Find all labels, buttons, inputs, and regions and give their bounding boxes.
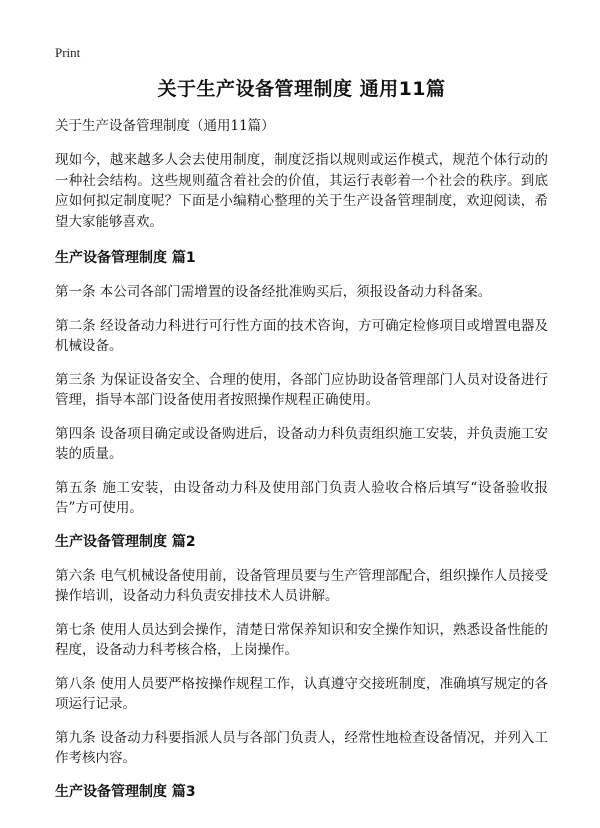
section-1 bbox=[55, 248, 548, 519]
article-paragraph: 第七条 使用人员达到会操作，清楚日常保养知识和安全操作知识，熟悉设备性能的程度，设备动力科考核合格，上岗操作。 bbox=[55, 621, 548, 658]
article-paragraph: 第九条 设备动力科要指派人员与各部门负责人，经常性地检查设备情况，并列入工作考核内容。 bbox=[55, 729, 548, 766]
intro-paragraph: 现如今，越来越多人会去使用制度，制度泛指以规则或运作模式，规范个体行动的一种社会结构。这些规则蕴含着社会的价值，其运行表彰着一个社会的秩序。到底应如何拟定制度呢？下面是小编精心整理的关于生产设备管理制度，欢迎阅读，希望大家能够喜欢。 bbox=[55, 152, 548, 230]
section-heading: 生产设备管理制度 篇1 bbox=[55, 250, 196, 266]
article-paragraph: 第三条 为保证设备安全、合理的使用，各部门应协助设备管理部门人员对设备进行管理，指导本部门设备使用者按照操作规程正确使用。 bbox=[55, 371, 548, 408]
section-3 bbox=[55, 782, 548, 802]
document-title: 关于生产设备管理制度 通用11篇 bbox=[157, 78, 446, 100]
article-paragraph: 第八条 使用人员要严格按操作规程工作，认真遵守交接班制度，准确填写规定的各项运行记录。 bbox=[55, 675, 548, 712]
document-subtitle: 关于生产设备管理制度（通用11篇） bbox=[55, 118, 275, 134]
print-label: Print bbox=[55, 45, 81, 60]
article-paragraph: 第四条 设备项目确定或设备购进后，设备动力科负责组织施工安装，并负责施工安装的质量。 bbox=[55, 425, 548, 462]
section-2 bbox=[55, 532, 548, 769]
article-paragraph: 第五条 施工安装，由设备动力科及使用部门负责人验收合格后填写“设备验收报告”方可使用。 bbox=[55, 479, 548, 516]
section-heading: 生产设备管理制度 篇2 bbox=[55, 533, 196, 550]
article-paragraph: 第一条 本公司各部门需增置的设备经批准购买后，须报设备动力科备案。 bbox=[55, 284, 492, 300]
section-heading: 生产设备管理制度 篇3 bbox=[55, 783, 196, 800]
article-paragraph: 第六条 电气机械设备使用前，设备管理员要与生产管理部配合，组织操作人员接受操作培训，设备动力科负责安排技术人员讲解。 bbox=[55, 567, 548, 604]
article-paragraph: 第二条 经设备动力科进行可行性方面的技术咨询，方可确定检修项目或增置电器及机械设备。 bbox=[55, 317, 548, 354]
